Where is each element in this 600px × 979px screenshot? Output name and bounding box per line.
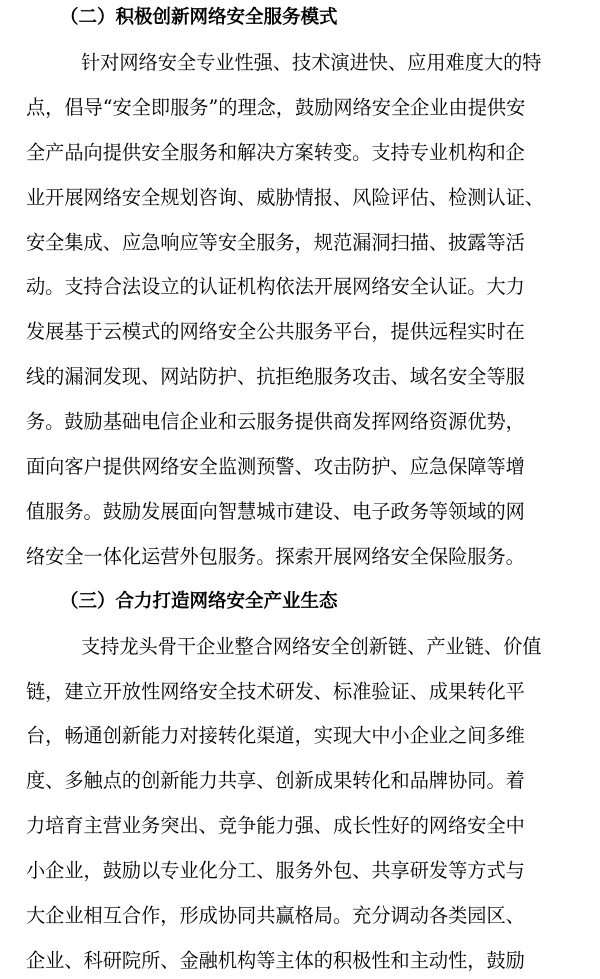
paragraph-line: 支持龙头骨干企业整合网络安全创新链、产业链、价值	[81, 634, 542, 658]
paragraph-line: 动。支持合法设立的认证机构依法开展网络安全认证。大力	[26, 275, 525, 299]
paragraph-line: 络安全一体化运营外包服务。探索开展网络安全保险服务。	[26, 544, 525, 568]
paragraph-line: 企业、科研院所、金融机构等主体的积极性和主动性，鼓励	[26, 948, 525, 972]
paragraph-line: 力培育主营业务突出、竞争能力强、成长性好的网络安全中	[26, 814, 525, 838]
paragraph-line: 小企业，鼓励以专业化分工、服务外包、共享研发等方式与	[26, 859, 525, 883]
section-heading: （三）合力打造网络安全产业生态	[60, 590, 338, 612]
paragraph-line: 面向客户提供网络安全监测预警、攻击防护、应急保障等增	[26, 455, 525, 478]
section-heading: （二）积极创新网络安全服务模式	[60, 7, 338, 28]
paragraph-line: 点，倡导“安全即服务”的理念，鼓励网络安全企业由提供安	[26, 95, 526, 119]
paragraph-line: 业开展网络安全规划咨询、威胁情报、风险评估、检测认证、	[26, 185, 545, 209]
paragraph-line: 安全集成、应急响应等安全服务，规范漏洞扫描、披露等活	[26, 230, 525, 254]
paragraph-line: 全产品向提供安全服务和解决方案转变。支持专业机构和企	[26, 140, 525, 164]
paragraph-line: 发展基于云模式的网络安全公共服务平台，提供远程实时在	[26, 320, 525, 344]
paragraph-line: 值服务。鼓励发展面向智慧城市建设、电子政务等领域的网	[26, 499, 525, 523]
paragraph-line: 台，畅通创新能力对接转化渠道，实现大中小企业之间多维	[26, 724, 525, 748]
paragraph-line: 链，建立开放性网络安全技术研发、标准验证、成果转化平	[26, 679, 525, 703]
paragraph-line: 务。鼓励基础电信企业和云服务提供商发挥网络资源优势，	[26, 410, 525, 434]
paragraph-line: 针对网络安全专业性强、技术演进快、应用难度大的特	[81, 50, 542, 74]
paragraph-line: 大企业相互合作，形成协同共赢格局。充分调动各类园区、	[26, 904, 525, 927]
paragraph-line: 度、多触点的创新能力共享、创新成果转化和品牌协同。着	[26, 769, 525, 793]
paragraph-line: 线的漏洞发现、网站防护、抗拒绝服务攻击、域名安全等服	[26, 365, 525, 389]
